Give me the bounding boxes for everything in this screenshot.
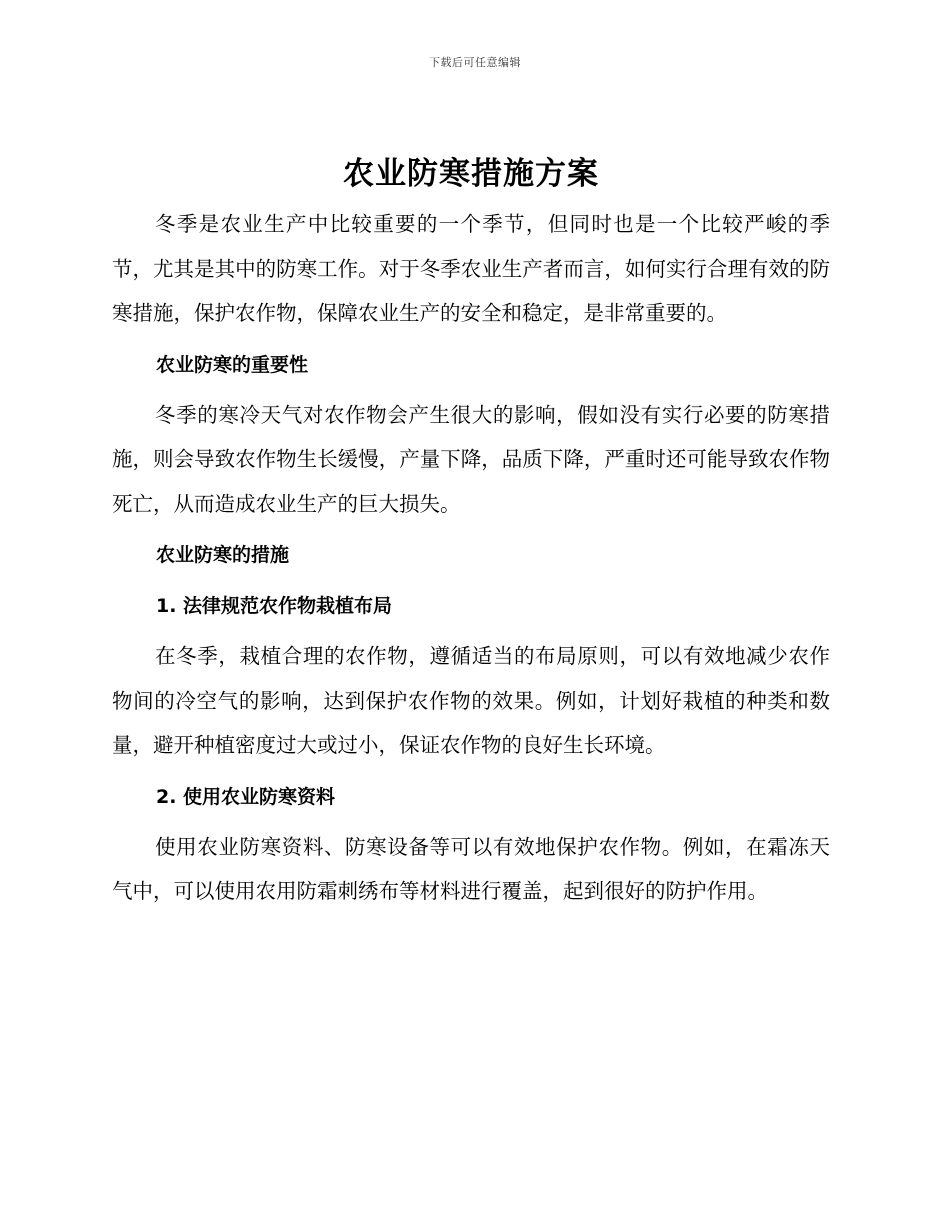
subsection-heading-layout: 1. 法律规范农作物栽植布局 xyxy=(156,595,393,617)
page-header-note: 下载后可任意编辑 xyxy=(429,56,521,69)
section-heading-importance: 农业防寒的重要性 xyxy=(156,353,309,376)
subsection-body-materials: 使用农业防寒资料、防寒设备等可以有效地保护农作物。例如，在霜冻天气中，可以使用农用防霜刺绣布等材料进行覆盖，起到很好的防护作用。 xyxy=(112,834,830,903)
document-body xyxy=(112,148,830,914)
document-title: 农业防寒措施方案 xyxy=(343,156,599,192)
section-body-importance: 冬季的寒冷天气对农作物会产生很大的影响，假如没有实行必要的防寒措施，则会导致农作物生长缓慢，产量下降，品质下降，严重时还可能导致农作物死亡，从而造成农业生产的巨大损失。 xyxy=(112,402,830,516)
intro-paragraph: 冬季是农业生产中比较重要的一个季节，但同时也是一个比较严峻的季节，尤其是其中的防寒工作。对于冬季农业生产者而言，如何实行合理有效的防寒措施，保护农作物，保障农业生产的安全和稳定，是非常重要的。 xyxy=(112,212,830,325)
subsection-heading-materials: 2. 使用农业防寒资料 xyxy=(156,785,336,808)
section-heading-measures: 农业防寒的措施 xyxy=(156,544,290,566)
subsection-body-layout: 在冬季，栽植合理的农作物，遵循适当的布局原则，可以有效地减少农作物间的冷空气的影响，达到保护农作物的效果。例如，计划好栽植的种类和数量，避开种植密度过大或过小，保证农作物的良好生长环境。 xyxy=(112,644,830,757)
